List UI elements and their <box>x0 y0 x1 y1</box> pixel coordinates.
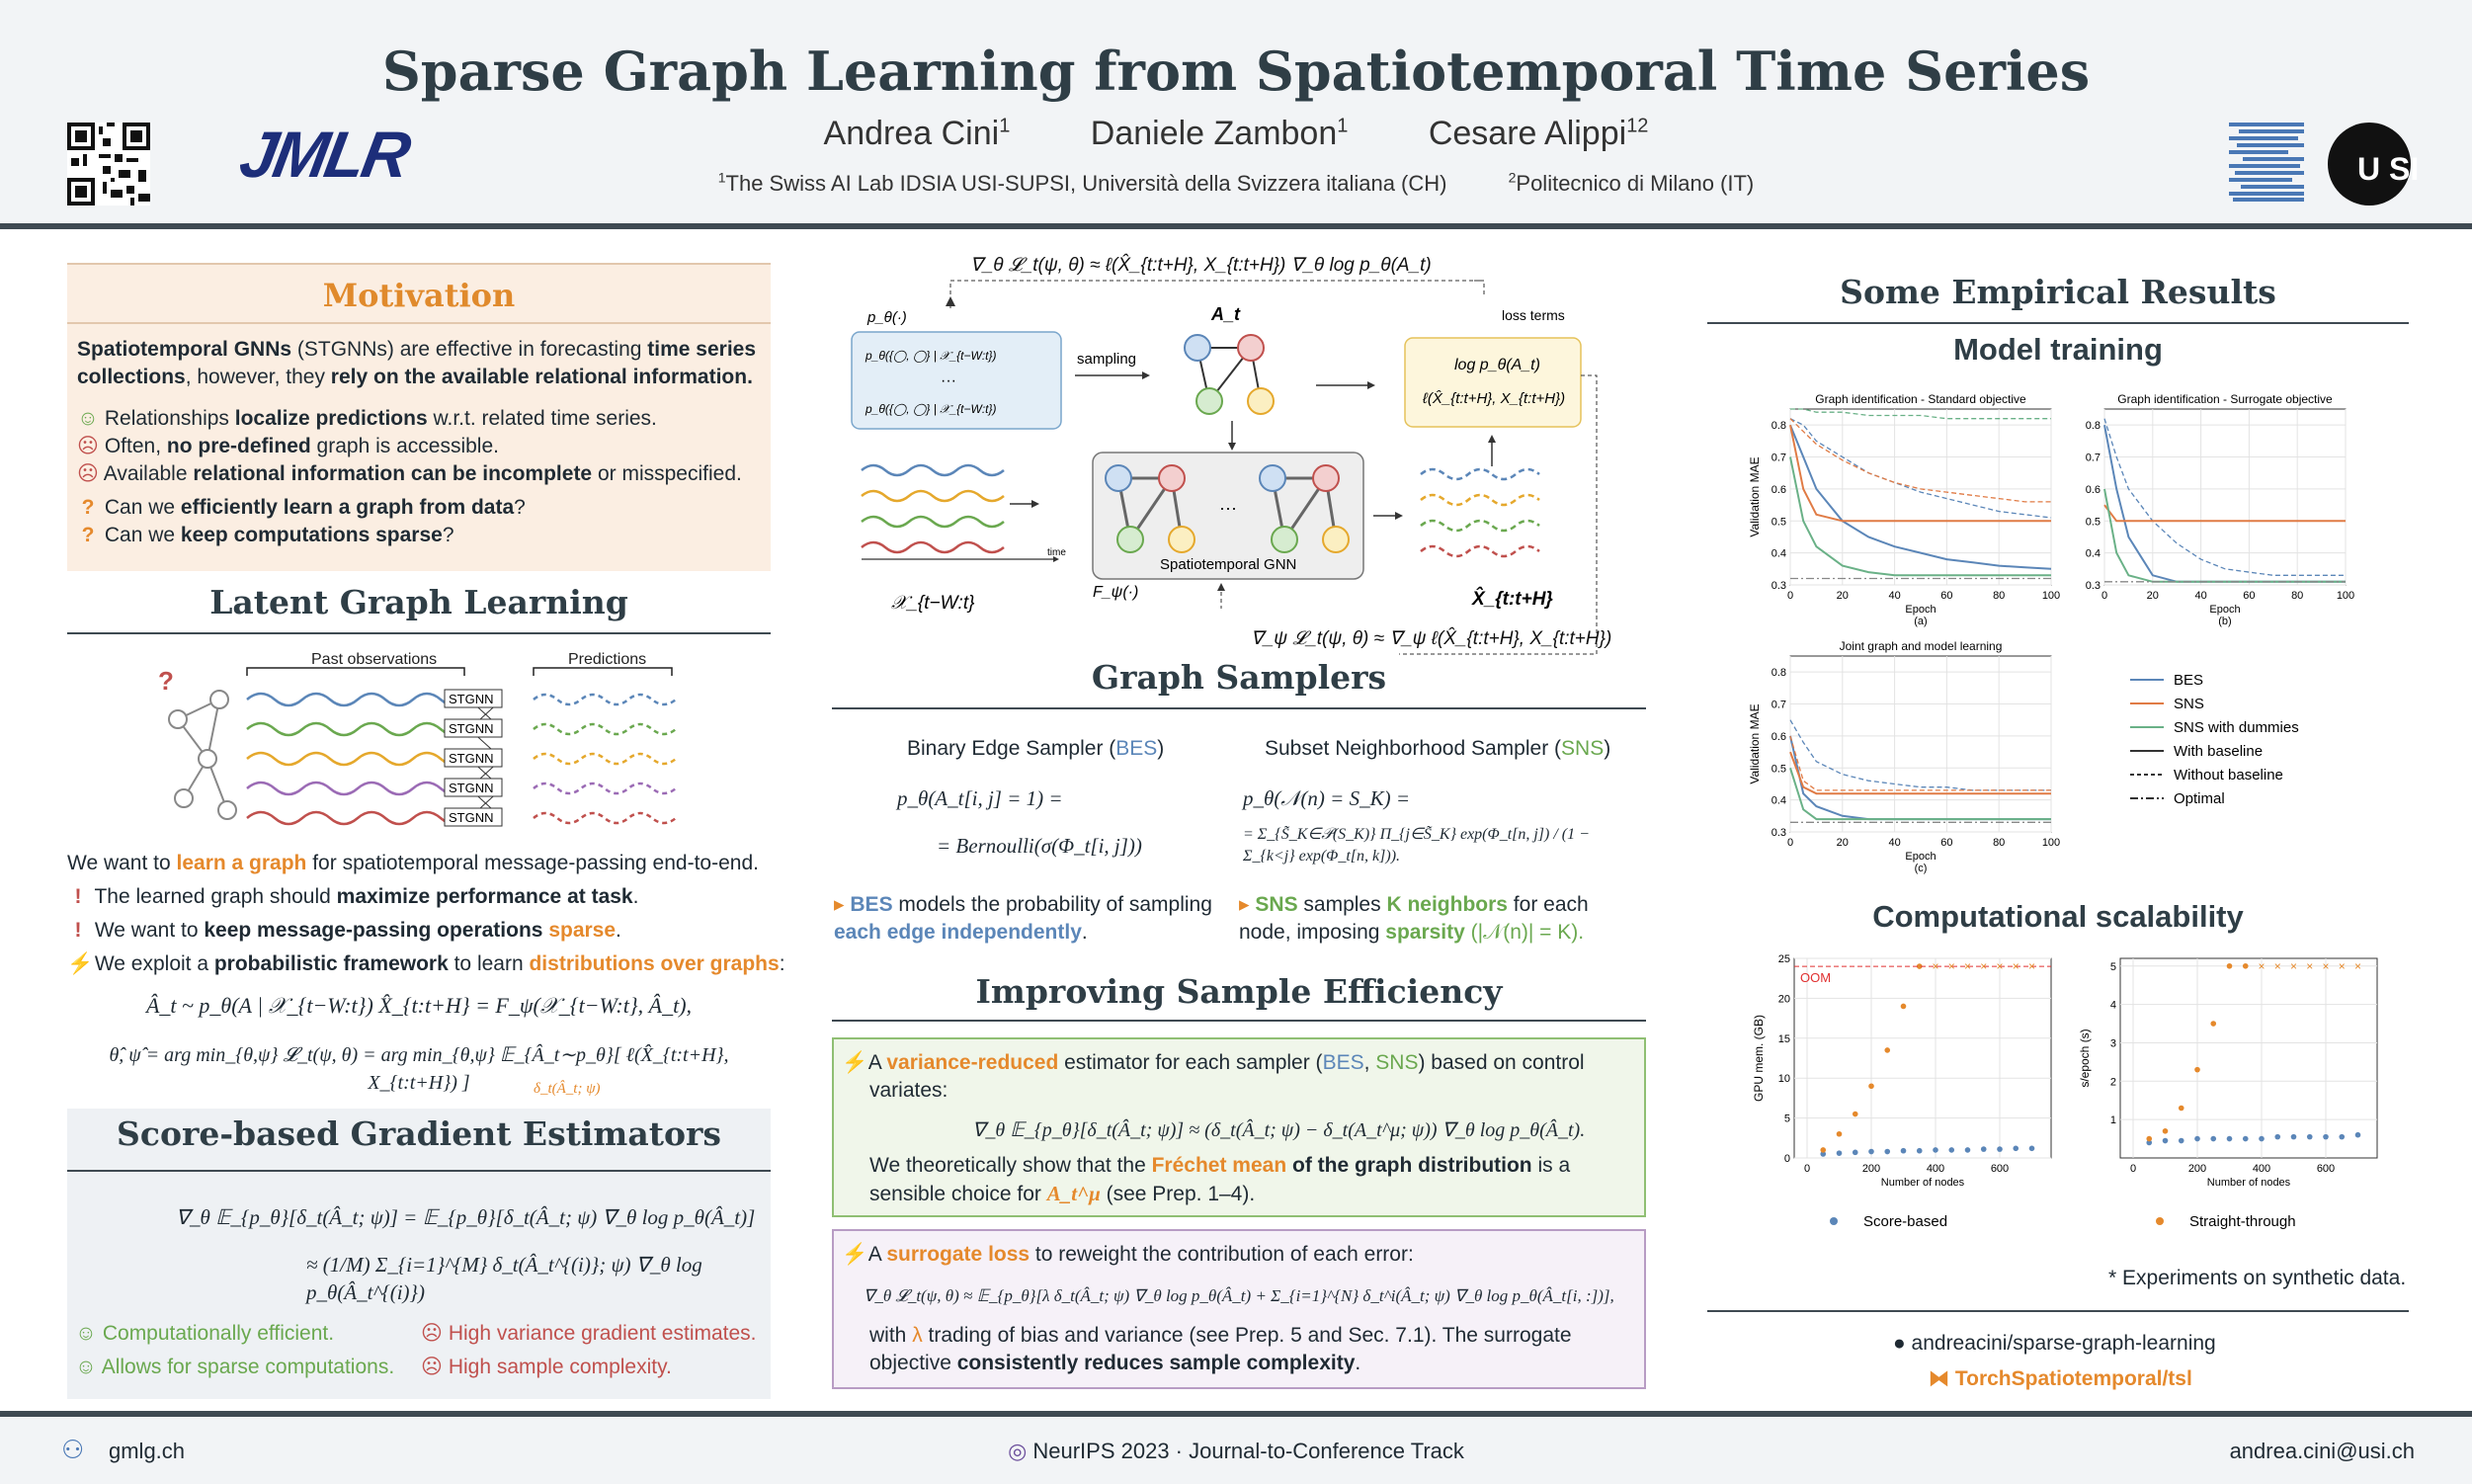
y-axis-label: Validation MAE <box>1748 456 1762 537</box>
author: Cesare Alippi$^{12}$ <box>1428 115 1649 152</box>
results-note: * Experiments on synthetic data. <box>2108 1267 2407 1289</box>
x-axis-label: Epoch <box>1905 604 1936 616</box>
chart-epoch-time <box>2065 948 2391 1235</box>
divider <box>67 632 771 634</box>
motivation-bullet: ☹ Available relational information can be incomplete or misspecified. <box>77 460 742 488</box>
y-tick-label: 1 <box>2109 1114 2116 1127</box>
x-tick-label: 0 <box>1786 590 1794 602</box>
samplers-title: Graph Samplers <box>1091 658 1387 697</box>
x-tick-label: 600 <box>1990 1163 2010 1175</box>
data-point <box>2274 1134 2280 1140</box>
x-tick-label: 100 <box>2041 837 2061 849</box>
theta-gradient-label: ∇_θ 𝓛_t(ψ, θ) ≈ ℓ(X̂_{t:t+H}, X_{t:t+H}) ∇_θ log p_θ(A_t) <box>970 255 1432 276</box>
y-tick-label: 0.8 <box>2085 420 2101 433</box>
ptheta-label: p_θ(·) <box>867 309 907 326</box>
data-point <box>2259 1136 2265 1142</box>
surrogate-equation: ∇_θ 𝓛_t(ψ, θ) ≈ 𝔼_{p_θ}[λ δ_t(Â_t; ψ) ∇_θ log p_θ(Â_t) + Σ_{i=1}^{N} δ_t^i(Â_t; ψ) ∇_θ log p_θ(Â_t[i, :])], <box>864 1286 1614 1305</box>
svg-text:···: ··· <box>941 372 956 389</box>
y-tick-label: 0.5 <box>2085 516 2101 529</box>
plot-area <box>1790 656 2051 832</box>
x-tick-label: 0 <box>1786 837 1794 849</box>
data-point <box>1853 1150 1858 1156</box>
oom-marker: × <box>2338 959 2346 974</box>
y-tick-label: 0.4 <box>1771 794 1786 807</box>
svg-text:BES: BES <box>2174 672 2204 689</box>
plot-area <box>1794 958 2051 1158</box>
motivation-bullet: ☹ Often, no pre-defined graph is accessible. <box>77 433 499 460</box>
data-point <box>1997 1146 2003 1152</box>
usi-logo-mark <box>2328 123 2420 206</box>
svg-text:STGNN: STGNN <box>449 810 494 825</box>
x-tick-label: 600 <box>2316 1163 2336 1175</box>
oom-annotation: OOM <box>1800 970 1832 986</box>
x-axis-label: Epoch <box>2209 604 2241 616</box>
tsl-link[interactable]: ⧓ TorchSpatiotemporal/tsl <box>1929 1367 2192 1390</box>
x-tick-label: 80 <box>1993 590 2006 602</box>
divider <box>67 1170 771 1172</box>
x-tick-label: 200 <box>2187 1163 2207 1175</box>
data-point <box>2243 963 2249 969</box>
tsl-icon: ⧓ <box>1929 1367 1949 1390</box>
data-point <box>1917 1148 1923 1154</box>
github-icon: ● <box>1893 1332 1906 1355</box>
data-point <box>2163 1128 2169 1134</box>
frown-icon: ☹ <box>77 462 99 485</box>
data-point <box>2146 1136 2152 1142</box>
divider <box>832 1020 1646 1022</box>
y-tick-label: 0.5 <box>1771 516 1786 529</box>
question-icon: ? <box>158 666 174 696</box>
past-label: Past observations <box>311 651 438 668</box>
bolt-icon: ⚡ <box>842 1243 868 1266</box>
plot-area <box>2104 409 2346 585</box>
divider <box>1707 322 2409 324</box>
latent-equation-1: Â_t ~ p_θ(A | 𝒳_{t−W:t}) X̂_{t:t+H} = F_ψ(𝒳_{t−W:t}, Â_t), <box>145 993 693 1018</box>
y-tick-label: 0.7 <box>2085 452 2101 464</box>
x-tick-label: 0 <box>1803 1163 1811 1175</box>
y-tick-label: 0.4 <box>2085 547 2101 560</box>
svg-text:STGNN: STGNN <box>449 692 494 706</box>
score-equation-2: ≈ (1/M) Σ_{i=1}^{M} δ_t(Â_t^{(i)}; ψ) ∇_θ log p_θ(Â_t^{(i)}) <box>306 1253 702 1304</box>
oom-marker: × <box>2012 959 2019 974</box>
github-link[interactable]: ● andreacini/sparse-graph-learning <box>1893 1332 2216 1355</box>
x-tick-label: 20 <box>1836 837 1849 849</box>
box-line: We theoretically show that the Fréchet mean of the graph distribution is a <box>869 1154 1571 1177</box>
data-point <box>1868 1083 1874 1089</box>
bolt-icon: ⚡ <box>842 1051 868 1074</box>
efficiency-title: Improving Sample Efficiency <box>975 972 1503 1011</box>
bes-equation-1: p_θ(A_t[i, j] = 1) = <box>897 786 1063 810</box>
loss-terms-label: loss terms <box>1502 307 1565 323</box>
score-title: Score-based Gradient Estimators <box>117 1114 721 1153</box>
y-tick-label: 15 <box>1777 1032 1790 1045</box>
y-tick-label: 0 <box>1783 1153 1790 1165</box>
pipeline-diagram <box>832 237 1646 658</box>
x-axis-label: Epoch <box>1905 851 1936 863</box>
usi-logo <box>2328 123 2420 206</box>
data-point <box>1884 1047 1890 1053</box>
data-point <box>2194 1067 2200 1073</box>
data-point <box>2163 1138 2169 1144</box>
svg-text:p_θ({◯, ◯} | 𝒳_{t−W:t}): p_θ({◯, ◯} | 𝒳_{t−W:t}) <box>865 402 997 416</box>
y-tick-label: 0.7 <box>1771 699 1786 711</box>
chart-title: Graph identification - Surrogate objective <box>2117 392 2333 406</box>
data-point <box>1853 1112 1858 1117</box>
y-tick-label: 0.8 <box>1771 667 1786 680</box>
x-tick-label: 400 <box>1926 1163 1945 1175</box>
y-axis-label: s/epoch (s) <box>2078 1029 2092 1088</box>
x-tick-label: 400 <box>2252 1163 2271 1175</box>
legend-label: Straight-through <box>2189 1213 2296 1230</box>
x-tick-label: 0 <box>2129 1163 2137 1175</box>
legend-item <box>2130 790 2225 807</box>
svg-text:ℓ(X̂_{t:t+H}, X_{t:t+H}): ℓ(X̂_{t:t+H}, X_{t:t+H}) <box>1423 390 1566 407</box>
x-tick-label: 200 <box>1861 1163 1881 1175</box>
author: Daniele Zambon$^1$ <box>1090 115 1349 152</box>
latent-line: ⚡ We exploit a probabilistic framework to learn distributions over graphs: <box>67 950 785 978</box>
chart-standard-objective <box>1745 387 2067 634</box>
chart-caption: (c) <box>1914 863 1928 874</box>
legend-item <box>2130 767 2283 783</box>
y-tick-label: 0.8 <box>1771 420 1786 433</box>
x-tick-label: 80 <box>1993 837 2006 849</box>
y-tick-label: 25 <box>1777 953 1790 965</box>
legend-marker <box>2156 1217 2164 1225</box>
plot-area <box>2120 958 2377 1158</box>
chart-gpu-memory <box>1739 948 2065 1235</box>
loss-terms-box <box>1405 338 1581 427</box>
x-axis-label: Number of nodes <box>1880 1177 1965 1189</box>
legend-item <box>2130 696 2204 712</box>
latent-line: ! The learned graph should maximize performance at task. <box>67 883 638 911</box>
surrogate-loss-box <box>832 1229 1646 1389</box>
box-line: sensible choice for A_t^μ (see Prep. 1–4). <box>869 1182 1256 1205</box>
motivation-bullet: ? Can we efficiently learn a graph from data? <box>77 494 526 522</box>
data-point <box>2210 1021 2216 1027</box>
svg-text:With baseline: With baseline <box>2174 743 2264 760</box>
chart-surrogate-objective <box>2065 387 2361 634</box>
input-window-label: 𝒳_{t−W:t} <box>891 593 975 614</box>
x-tick-label: 60 <box>1940 590 1953 602</box>
sns-description: ▸ SNS samples K neighbors for each node, imposing sparsity (|𝒩(n)| = K). <box>1239 893 1589 944</box>
contact-email[interactable]: andrea.cini@usi.ch <box>2229 1439 2415 1463</box>
affiliation: $^2$Politecnico di Milano (IT) <box>1508 170 1755 197</box>
y-tick-label: 0.3 <box>2085 580 2101 592</box>
data-point <box>2013 1146 2019 1152</box>
x-tick-label: 100 <box>2041 590 2061 602</box>
svg-text:STGNN: STGNN <box>449 721 494 736</box>
data-point <box>2323 1134 2329 1140</box>
motivation-bullet: ? Can we keep computations sparse? <box>77 522 454 549</box>
oom-marker: × <box>2353 959 2362 974</box>
data-point <box>1901 1004 1907 1010</box>
affiliation: $^1$The Swiss AI Lab IDSIA USI-SUPSI, Università della Svizzera italiana (CH) <box>717 170 1447 197</box>
divider <box>67 322 771 324</box>
oom-marker: × <box>1996 959 2004 974</box>
x-tick-label: 60 <box>1940 837 1953 849</box>
data-point <box>2307 1134 2313 1140</box>
institute-stripes-logo <box>2229 123 2304 202</box>
sns-equation-1: p_θ(𝒩(n) = S_K) = <box>1243 786 1411 810</box>
variance-reduction-box <box>832 1037 1646 1217</box>
data-point <box>1868 1149 1874 1155</box>
affiliation-list <box>0 170 2472 197</box>
y-tick-label: 5 <box>2109 960 2116 973</box>
arrow-icon: ▸ <box>834 893 845 916</box>
bes-description: ▸ BES models the probability of sampling each edge independently. <box>834 893 1212 944</box>
data-point <box>2291 1134 2297 1140</box>
y-tick-label: 0.6 <box>1771 730 1786 743</box>
oom-marker: × <box>2306 959 2314 974</box>
svg-text:SNS: SNS <box>2174 696 2204 712</box>
author: Andrea Cini$^1$ <box>823 115 1011 152</box>
y-tick-label: 0.3 <box>1771 580 1786 592</box>
author-list <box>0 115 2472 153</box>
y-tick-label: 20 <box>1777 993 1790 1006</box>
data-point <box>1837 1131 1843 1137</box>
legend-item <box>2130 719 2299 736</box>
score-panel <box>67 1109 771 1399</box>
chart-joint-learning <box>1745 634 2067 881</box>
legend-marker <box>1830 1217 1838 1225</box>
divider <box>832 707 1646 709</box>
oom-marker: × <box>2027 959 2036 974</box>
score-equation-1: ∇_θ 𝔼_{p_θ}[δ_t(Â_t; ψ)] = 𝔼_{p_θ}[δ_t(Â_t; ψ) ∇_θ log p_θ(Â_t)] <box>176 1205 756 1229</box>
input-series <box>862 465 1004 552</box>
question-icon: ? <box>81 496 95 519</box>
data-point <box>1837 1150 1843 1156</box>
smile-icon: ☺ <box>75 1356 97 1378</box>
data-point <box>2227 963 2233 969</box>
poster-footer <box>0 1411 2472 1484</box>
svg-text:···: ··· <box>1219 498 1237 518</box>
svg-text:Without baseline: Without baseline <box>2174 767 2283 783</box>
latent-equation-2: θ̂, ψ̂ = arg min_{θ,ψ} 𝓛_t(ψ, θ) = arg min_{θ,ψ} 𝔼_{Â_t∼p_θ}[ ℓ(X̂_{t:t+H}, X_{t:t+H}) ] <box>109 1044 729 1094</box>
data-point <box>2355 1132 2361 1138</box>
x-tick-label: 80 <box>2291 590 2304 602</box>
stgnn-label: Spatiotemporal GNN <box>1160 556 1297 573</box>
chart-title: Graph identification - Standard objective <box>1815 392 2026 406</box>
data-point <box>1933 1147 1938 1153</box>
svg-text:STGNN: STGNN <box>449 751 494 766</box>
oom-marker: × <box>2289 959 2298 974</box>
training-legend <box>2124 662 2361 820</box>
data-point <box>2227 1136 2233 1142</box>
oom-marker: × <box>1932 959 1939 974</box>
y-tick-label: 0.5 <box>1771 763 1786 776</box>
y-tick-label: 5 <box>1783 1113 1790 1125</box>
neurips-logo-icon: ◎ <box>1008 1439 1033 1463</box>
motivation-panel <box>67 263 771 571</box>
time-axis-label: time <box>1047 547 1066 558</box>
svg-text:STGNN: STGNN <box>449 781 494 795</box>
exclaim-icon: ! <box>74 885 82 908</box>
smile-icon: ☺ <box>77 407 99 430</box>
latent-line: ! We want to keep message-passing operations sparse. <box>67 917 621 945</box>
data-point <box>2194 1136 2200 1142</box>
frown-icon: ☹ <box>421 1356 443 1378</box>
sampled-graph <box>1185 335 1274 414</box>
output-series <box>1421 469 1539 556</box>
y-axis-label: GPU mem. (GB) <box>1752 1014 1766 1103</box>
divider <box>1707 1310 2409 1312</box>
y-tick-label: 0.4 <box>1771 547 1786 560</box>
oom-marker: × <box>2322 959 2330 974</box>
data-point <box>2179 1106 2184 1112</box>
sns-title: Subset Neighborhood Sampler (SNS) <box>1265 737 1611 760</box>
x-tick-label: 0 <box>2101 590 2108 602</box>
x-tick-label: 40 <box>2194 590 2207 602</box>
psi-gradient-label: ∇_ψ 𝓛_t(ψ, θ) ≈ ∇_ψ ℓ(X̂_{t:t+H}, X_{t:t+H}) <box>1251 628 1612 649</box>
latent-line: We want to learn a graph for spatiotemporal message-passing end-to-end. <box>67 852 759 874</box>
x-tick-label: 20 <box>1836 590 1849 602</box>
legend-item <box>2130 672 2203 689</box>
sns-equation-2: = Σ_{S̃_K∈𝒫(S_K)} Π_{j∈S̃_K} exp(Φ_t[n, j]) / (1 − Σ_{k<j} exp(Φ_t[n, k])). <box>1243 826 1590 865</box>
y-tick-label: 0.7 <box>1771 452 1786 464</box>
oom-marker: × <box>2273 959 2281 974</box>
y-tick-label: 10 <box>1777 1073 1790 1086</box>
score-con: ☹ High sample complexity. <box>421 1354 672 1381</box>
data-point <box>2339 1134 2345 1140</box>
oom-marker: × <box>1980 959 1988 974</box>
poster-title: Sparse Graph Learning from Spatiotemporal Time Series <box>381 40 2091 103</box>
y-axis-label: Validation MAE <box>1748 703 1762 784</box>
x-tick-label: 40 <box>1888 837 1901 849</box>
frown-icon: ☹ <box>77 435 99 457</box>
score-con: ☹ High variance gradient estimates. <box>421 1320 757 1348</box>
jmlr-logo: JMLR <box>234 118 414 191</box>
oom-marker: × <box>1963 959 1972 974</box>
bes-title: Binary Edge Sampler (BES) <box>907 737 1165 760</box>
bes-equation-2: = Bernoulli(σ(Φ_t[i, j])) <box>937 834 1142 858</box>
svg-text:Optimal: Optimal <box>2174 790 2225 807</box>
exclaim-icon: ! <box>74 919 82 942</box>
data-point <box>2243 1136 2249 1142</box>
x-tick-label: 100 <box>2336 590 2355 602</box>
motivation-bullet: ☺ Relationships localize predictions w.r.t. related time series. <box>77 405 657 433</box>
latent-title: Latent Graph Learning <box>209 583 628 621</box>
chart-title: Joint graph and model learning <box>1839 639 2003 653</box>
x-tick-label: 60 <box>2243 590 2256 602</box>
arrow-icon: ▸ <box>1239 893 1250 916</box>
box-line: variates: <box>869 1079 948 1102</box>
data-point <box>2029 1146 2035 1152</box>
svg-text:log p_θ(A_t): log p_θ(A_t) <box>1454 357 1540 373</box>
predictions-label: Predictions <box>568 651 647 668</box>
data-point <box>1965 1147 1971 1153</box>
prediction-label: X̂_{t:t+H} <box>1472 589 1553 610</box>
lab-logo-icon: ⚇ <box>61 1435 85 1464</box>
box-line: ⚡ A surrogate loss to reweight the contribution of each error: <box>842 1241 1414 1269</box>
data-point <box>1981 1146 1987 1152</box>
y-tick-label: 3 <box>2109 1037 2116 1050</box>
plot-area <box>1790 409 2051 585</box>
score-pro: ☺ Computationally efficient. <box>75 1320 334 1348</box>
question-icon: ? <box>81 524 95 546</box>
latent-graph-figure <box>148 642 701 840</box>
data-point <box>2179 1138 2184 1144</box>
chart-caption: (a) <box>1914 616 1928 627</box>
y-tick-label: 2 <box>2109 1076 2116 1089</box>
sampled-graph-label: A_t <box>1211 304 1241 324</box>
data-point <box>1884 1149 1890 1155</box>
legend-item <box>2130 743 2263 760</box>
sampling-label: sampling <box>1077 351 1137 368</box>
y-tick-label: 0.6 <box>2085 483 2101 496</box>
y-tick-label: 4 <box>2109 999 2116 1012</box>
score-pro: ☺ Allows for sparse computations. <box>75 1354 394 1381</box>
poster-header <box>0 0 2472 229</box>
training-title: Model training <box>1953 332 2163 367</box>
motivation-title: Motivation <box>322 277 516 314</box>
legend-label: Score-based <box>1863 1213 1948 1230</box>
bolt-icon: ⚡ <box>67 952 94 975</box>
data-point <box>1901 1148 1907 1154</box>
model-label: F_ψ(·) <box>1093 584 1139 601</box>
venue: ◎ NeurIPS 2023 · Journal-to-Conference Track <box>1008 1439 1464 1463</box>
box-line: objective consistently reduces sample complexity. <box>869 1352 1361 1374</box>
oom-marker: × <box>2258 959 2266 974</box>
box-line: ⚡ A variance-reduced estimator for each sampler (BES, SNS) based on control <box>842 1049 1585 1077</box>
chart-caption: (b) <box>2218 616 2232 627</box>
stgnn-blocks <box>445 690 502 826</box>
data-point <box>2210 1136 2216 1142</box>
frown-icon: ☹ <box>421 1322 443 1345</box>
oom-marker: × <box>1947 959 1955 974</box>
lab-website[interactable]: gmlg.ch <box>109 1439 186 1463</box>
svg-text:U SI: U SI <box>2357 151 2420 187</box>
svg-text:p_θ({◯, ◯} | 𝒳_{t−W:t}): p_θ({◯, ◯} | 𝒳_{t−W:t}) <box>865 349 997 363</box>
box-line: with λ trading of bias and variance (see Prep. 5 and Sec. 7.1). The surrogate <box>869 1324 1572 1347</box>
y-tick-label: 0.6 <box>1771 483 1786 496</box>
latent-equation-underbrace: δ_t(Â_t; ψ) <box>534 1081 601 1097</box>
x-tick-label: 20 <box>2146 590 2159 602</box>
svg-text:SNS with dummies: SNS with dummies <box>2174 719 2299 736</box>
data-point <box>1948 1147 1954 1153</box>
x-tick-label: 40 <box>1888 590 1901 602</box>
variance-equation: ∇_θ 𝔼_{p_θ}[δ_t(Â_t; ψ)] ≈ (δ_t(Â_t; ψ) − δ_t(A_t^μ; ψ)) ∇_θ log p_θ(Â_t). <box>972 1119 1586 1141</box>
results-title: Some Empirical Results <box>1840 273 2276 311</box>
motivation-intro: Spatiotemporal GNNs (STGNNs) are effective in forecasting time series collections, however, they rely on the available relational information. <box>77 338 757 388</box>
x-axis-label: Number of nodes <box>2206 1177 2291 1189</box>
y-tick-label: 0.3 <box>1771 827 1786 839</box>
data-point <box>1820 1147 1826 1153</box>
smile-icon: ☺ <box>75 1322 97 1345</box>
scalability-title: Computational scalability <box>1872 899 2244 934</box>
